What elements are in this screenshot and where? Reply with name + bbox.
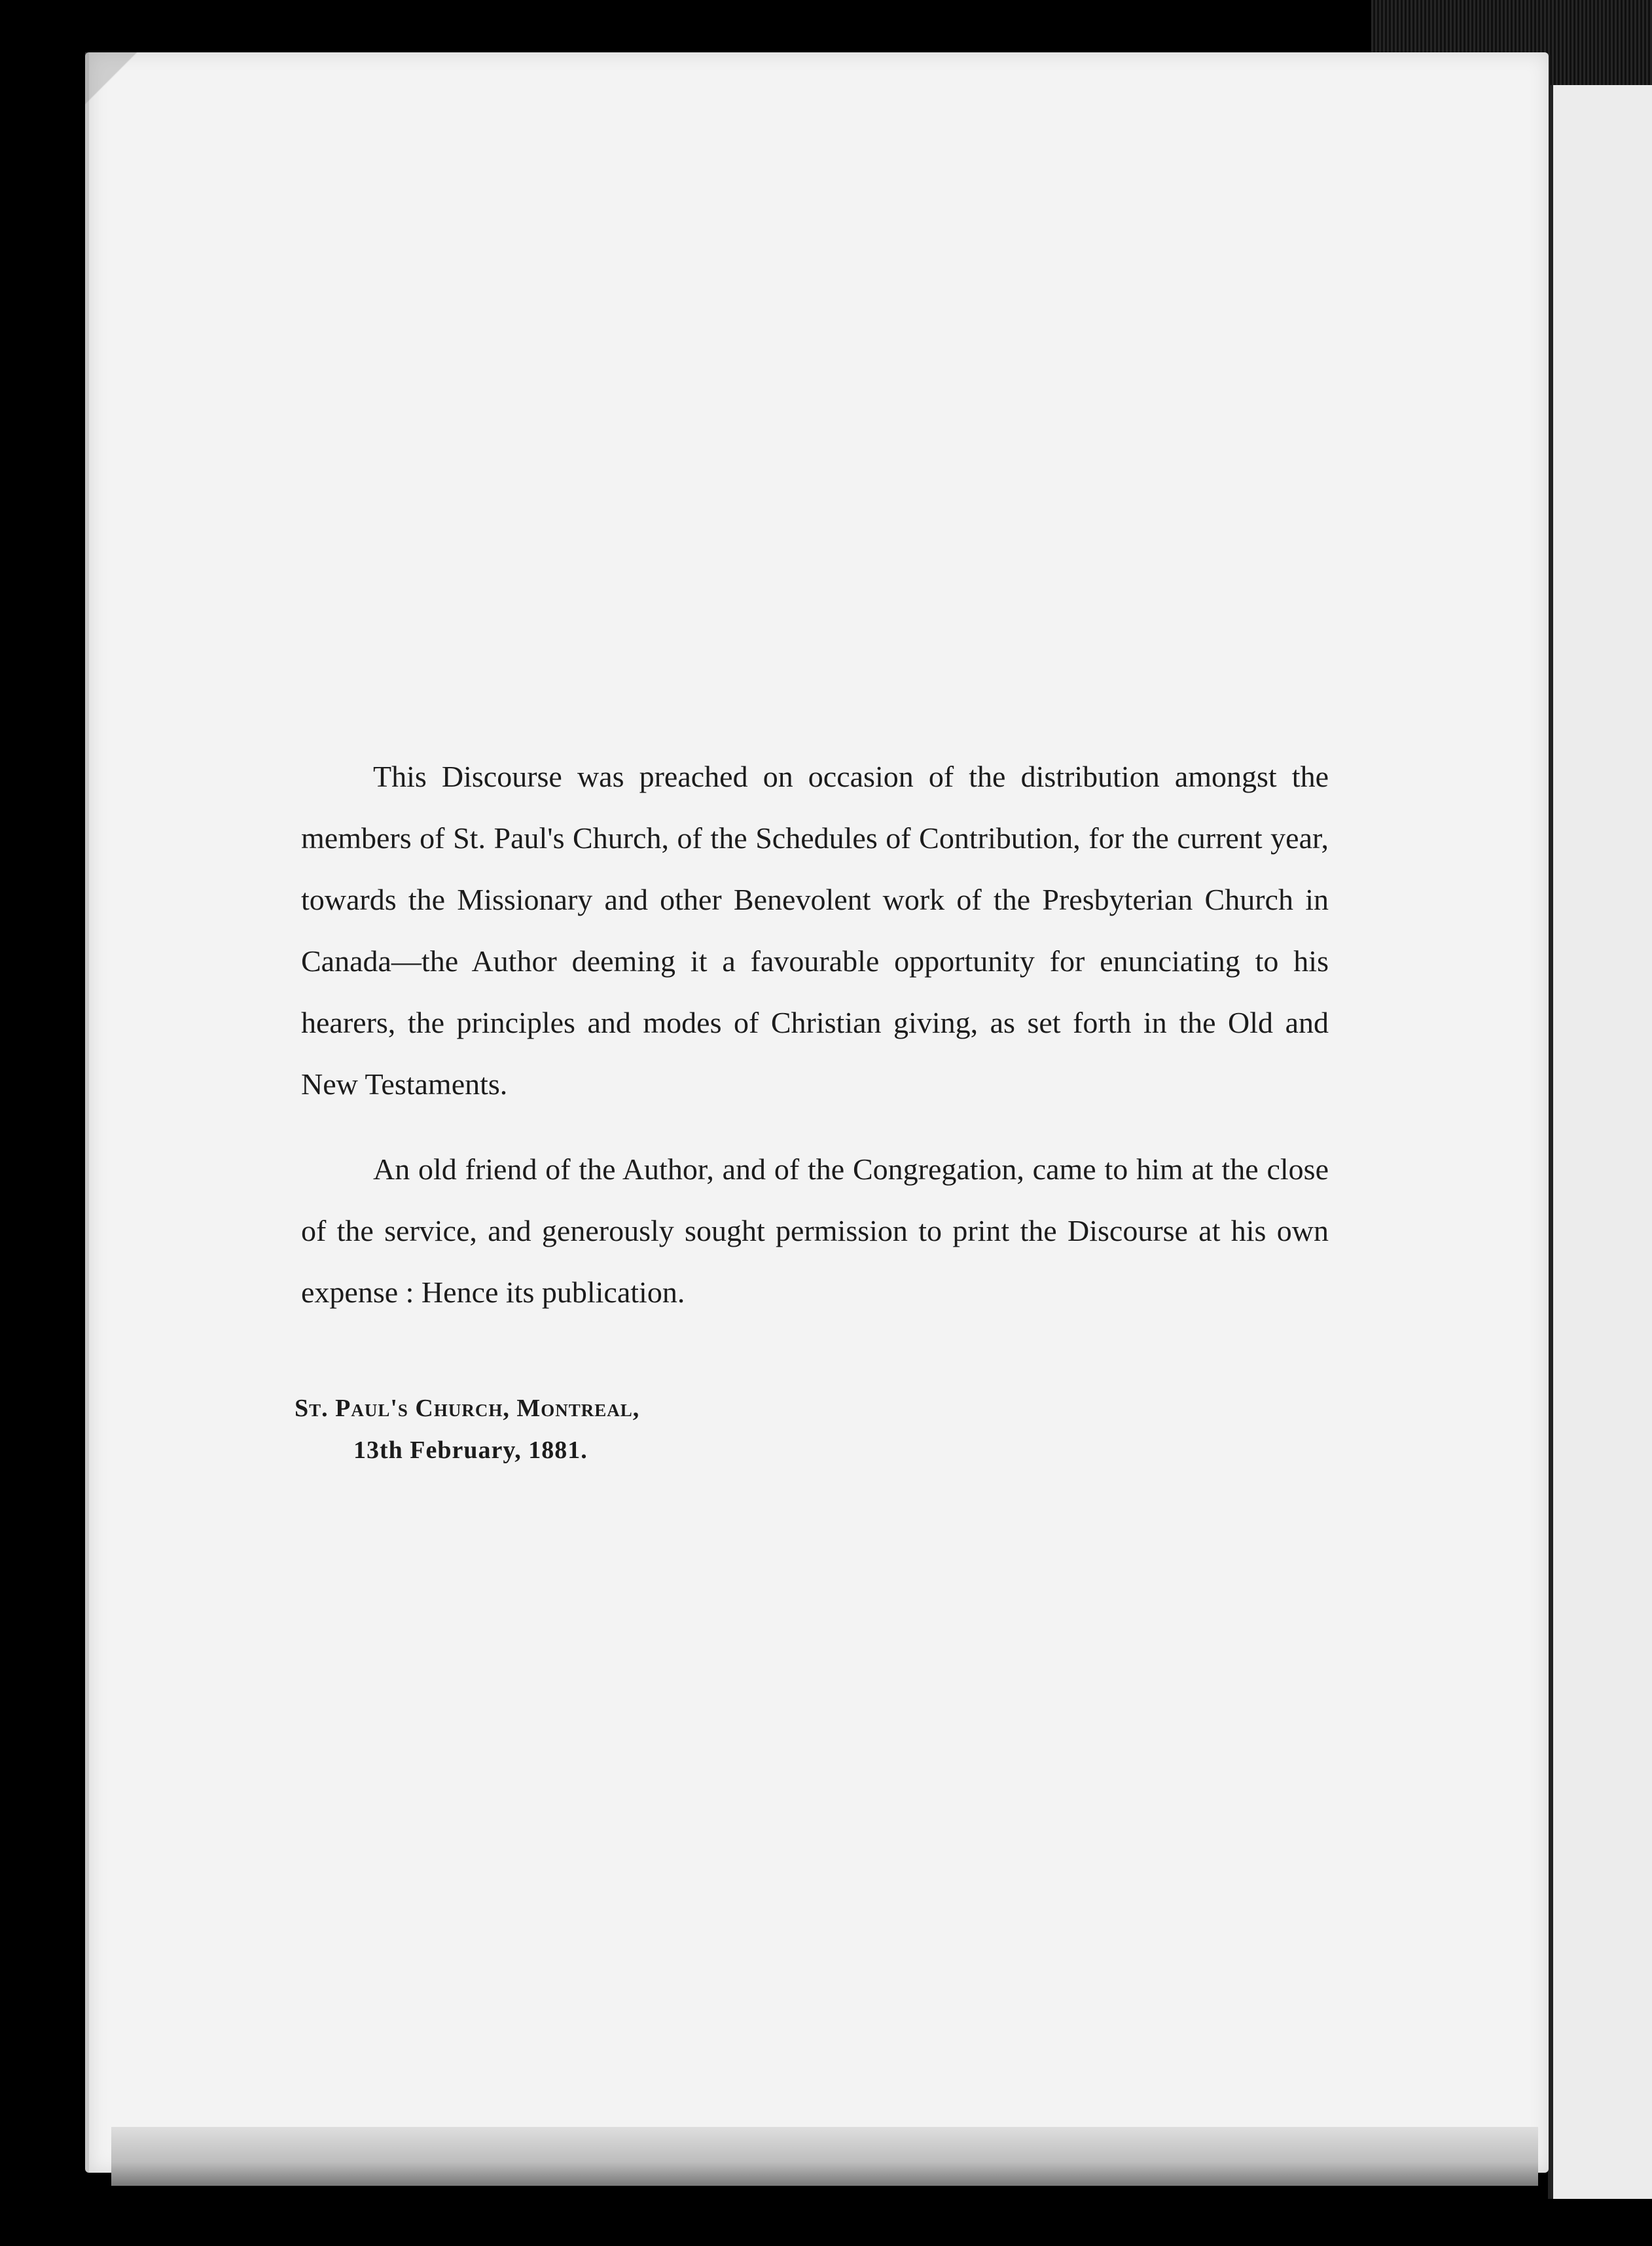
page-corner-wear bbox=[85, 52, 177, 131]
signature-place: St. Paul's Church, Montreal, bbox=[295, 1395, 640, 1422]
paragraph-2: An old friend of the Author, and of the Congregation, came to him at the close of the service, and generously sought permission to print the Discourse at his own expense : Hence its publication. bbox=[301, 1152, 1329, 1309]
signature-date: 13th February, 1881. bbox=[353, 1436, 588, 1464]
facing-page-edge bbox=[1548, 85, 1652, 2199]
preface-text bbox=[301, 746, 1329, 1347]
page-bottom-edge bbox=[111, 2127, 1538, 2186]
signature-block bbox=[295, 1387, 639, 1471]
paragraph-1: This Discourse was preached on occasion of the distribution amongst the members of St. Paul's Church, of the Schedules of Contribution, for the current year, towards the Missionary and other Benevolent work of the Presbyterian Church in Canada—the Author deeming it a favourable opportunity for enunciating to his hearers, the principles and modes of Christian giving, as set forth in the Old and New Testaments. bbox=[301, 760, 1329, 1101]
